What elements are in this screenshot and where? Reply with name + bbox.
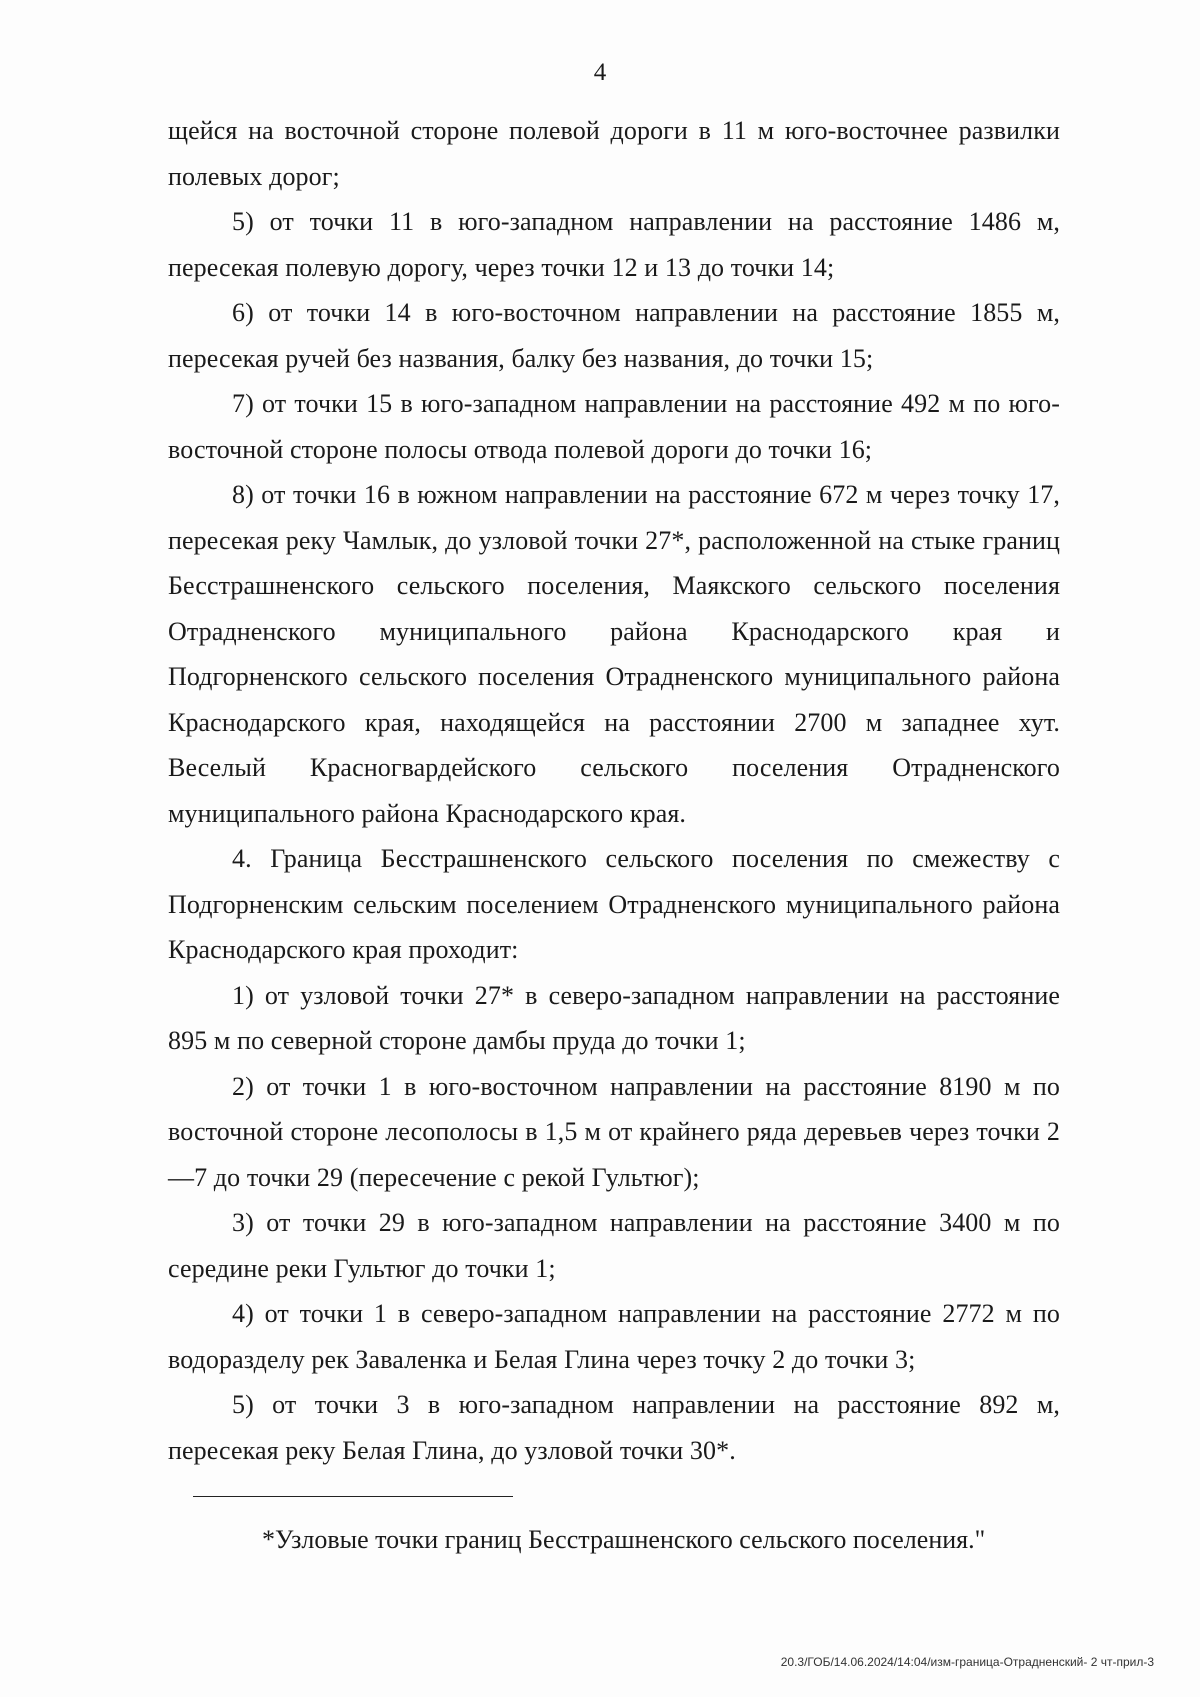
page-number: 4 (593, 59, 607, 86)
paragraph-section-4-item-2: 2) от точки 1 в юго-восточном направлении на расстояние 8190 м по восточной стороне лесополосы в 1,5 м от крайнего ряда деревьев через точки 2—7 до точки 29 (пересечение с рекой Гультюг); (168, 1071, 1060, 1192)
footnote-divider (193, 1496, 513, 1497)
paragraph-item-5: 5) от точки 11 в юго-западном направлении на расстояние 1486 м, пересекая полевую дорогу, через точки 12 и 13 до точки 14; (168, 207, 1060, 282)
paragraph-item-6: 6) от точки 14 в юго-восточном направлении на расстояние 1855 м, пересекая ручей без названия, балку без названия, до точки 15; (168, 298, 1060, 373)
paragraph-section-4-item-4: 4) от точки 1 в северо-западном направлении на расстояние 2772 м по водоразделу рек Заваленка и Белая Глина через точку 2 до точки 3; (168, 1299, 1060, 1374)
paragraph-item-8: 8) от точки 16 в южном направлении на расстояние 672 м через точку 17, пересекая реку Чамлык, до узловой точки 27*, расположенной на стыке границ Бесстрашненского сельского поселения, Маякского сельского поселения Отрадненского муниципального района Краснодарского края и Подгорненского сельского поселения Отрадненского муниципального района Краснодарского края, находящейся на расстоянии 2700 м западнее хут. Веселый Красногвардейского сельского поселения Отрадненского муниципального района Краснодарского края. (168, 480, 1060, 828)
paragraph-section-4-item-1: 1) от узловой точки 27* в северо-западном направлении на расстояние 895 м по северной стороне дамбы пруда до точки 1; (168, 980, 1060, 1055)
paragraph-section-4-item-5: 5) от точки 3 в юго-западном направлении на расстояние 892 м, пересекая реку Белая Глина, до узловой точки 30*. (168, 1390, 1060, 1465)
footnote: *Узловые точки границ Бесстрашненского сельского поселения." (262, 1525, 986, 1554)
document-body (168, 108, 1060, 1473)
document-code: 20.3/ГОБ/14.06.2024/14:04/изм-граница-Отрадненский- 2 чт-прил-3 (780, 1655, 1154, 1669)
paragraph-continuation: щейся на восточной стороне полевой дороги в 11 м юго-восточнее развилки полевых дорог; (168, 116, 1060, 191)
paragraph-item-7: 7) от точки 15 в юго-западном направлении на расстояние 492 м по юго-восточной стороне полосы отвода полевой дороги до точки 16; (168, 389, 1060, 464)
paragraph-section-4-item-3: 3) от точки 29 в юго-западном направлении на расстояние 3400 м по середине реки Гультюг до точки 1; (168, 1208, 1060, 1283)
paragraph-section-4: 4. Граница Бесстрашненского сельского поселения по смежеству с Подгорненским сельским поселением Отрадненского муниципального района Краснодарского края проходит: (168, 844, 1060, 964)
